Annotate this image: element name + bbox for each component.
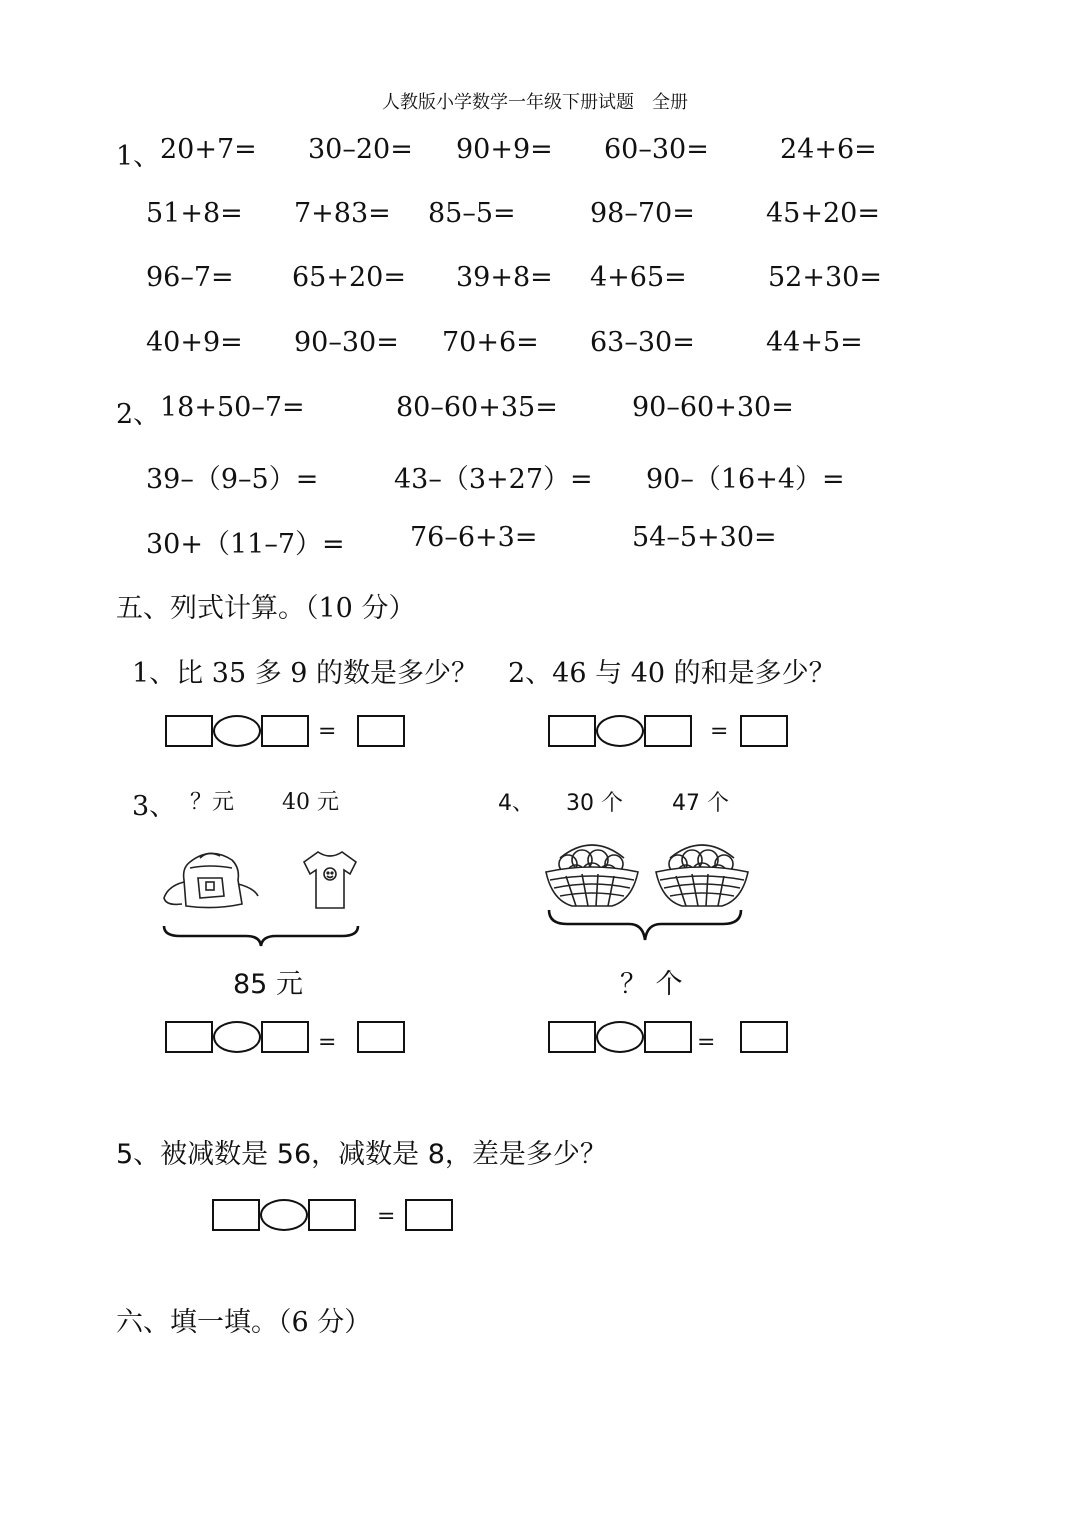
equals-sign: = <box>377 1204 396 1229</box>
q2-item: 30+（11–7）= <box>146 529 345 560</box>
equals-sign: = <box>697 1030 716 1055</box>
problem-5-text: 5、被减数是 56，减数是 8，差是多少？ <box>116 1139 607 1170</box>
fruit-basket-icon <box>542 836 642 912</box>
result-box[interactable] <box>405 1199 453 1231</box>
answer-box[interactable] <box>308 1199 356 1231</box>
tshirt-icon <box>300 848 360 912</box>
q1-item: 60–30= <box>604 134 709 165</box>
equals-sign: = <box>318 719 337 744</box>
q1-item: 85–5= <box>428 198 516 229</box>
q2-item: 18+50–7= <box>160 392 305 423</box>
q1-number: 1、 <box>116 141 161 172</box>
fruit-basket-icon <box>652 836 752 912</box>
result-box[interactable] <box>357 715 405 747</box>
q2-item: 54–5+30= <box>632 522 777 553</box>
q1-item: 70+6= <box>442 327 539 358</box>
answer-box[interactable] <box>261 1021 309 1053</box>
operator-oval[interactable] <box>596 715 644 747</box>
q1-item: 45+20= <box>766 198 880 229</box>
q1-item: 20+7= <box>160 134 257 165</box>
result-box[interactable] <box>357 1021 405 1053</box>
q1-item: 65+20= <box>292 262 406 293</box>
problem-2-text: 2、46 与 40 的和是多少？ <box>508 658 836 689</box>
q1-item: 40+9= <box>146 327 243 358</box>
answer-box[interactable] <box>644 1021 692 1053</box>
q1-item: 96–7= <box>146 262 234 293</box>
answer-box[interactable] <box>165 1021 213 1053</box>
q1-item: 90+9= <box>456 134 553 165</box>
price-a-label: ？元 <box>190 790 235 815</box>
operator-oval[interactable] <box>260 1199 308 1231</box>
operator-oval[interactable] <box>596 1021 644 1053</box>
q1-item: 51+8= <box>146 198 243 229</box>
q2-item: 39–（9–5）= <box>146 464 319 495</box>
section-6-title: 六、填一填。（6 分） <box>116 1307 372 1338</box>
brace-icon <box>160 922 362 948</box>
q2-item: 90–60+30= <box>632 392 794 423</box>
total-price-label: 85 元 <box>233 969 303 1000</box>
page-header: 人教版小学数学一年级下册试题 全册 <box>382 92 688 113</box>
result-box[interactable] <box>740 1021 788 1053</box>
answer-box[interactable] <box>212 1199 260 1231</box>
answer-box[interactable] <box>548 715 596 747</box>
problem-3-number: 3、 <box>132 791 177 822</box>
q2-item: 43–（3+27）= <box>394 464 593 495</box>
equals-sign: = <box>710 719 729 744</box>
q2-item: 90–（16+4）= <box>646 464 845 495</box>
q2-item: 80–60+35= <box>396 392 558 423</box>
count-a-label: 30 个 <box>566 791 623 816</box>
count-b-label: 47 个 <box>672 791 729 816</box>
equals-sign: = <box>318 1030 337 1055</box>
brace-icon <box>545 908 745 944</box>
operator-oval[interactable] <box>213 715 261 747</box>
q1-item: 98–70= <box>590 198 695 229</box>
q2-number: 2、 <box>116 399 161 430</box>
problem-4-number: 4、 <box>498 791 534 816</box>
operator-oval[interactable] <box>213 1021 261 1053</box>
q2-item: 76–6+3= <box>410 522 538 553</box>
q1-item: 7+83= <box>294 198 391 229</box>
answer-box[interactable] <box>261 715 309 747</box>
q1-item: 24+6= <box>780 134 877 165</box>
answer-box[interactable] <box>165 715 213 747</box>
answer-box[interactable] <box>644 715 692 747</box>
price-b-label: 40 元 <box>282 790 339 815</box>
q1-item: 52+30= <box>768 262 882 293</box>
result-box[interactable] <box>740 715 788 747</box>
section-5-title: 五、列式计算。（10 分） <box>116 593 416 624</box>
answer-box[interactable] <box>548 1021 596 1053</box>
q1-item: 90–30= <box>294 327 399 358</box>
q1-item: 39+8= <box>456 262 553 293</box>
problem-1-text: 1、比 35 多 9 的数是多少？ <box>132 658 479 689</box>
q1-item: 63–30= <box>590 327 695 358</box>
total-count-label: ？ 个 <box>620 969 683 1000</box>
q1-item: 44+5= <box>766 327 863 358</box>
backpack-icon <box>160 848 260 912</box>
q1-item: 30–20= <box>308 134 413 165</box>
q1-item: 4+65= <box>590 262 687 293</box>
